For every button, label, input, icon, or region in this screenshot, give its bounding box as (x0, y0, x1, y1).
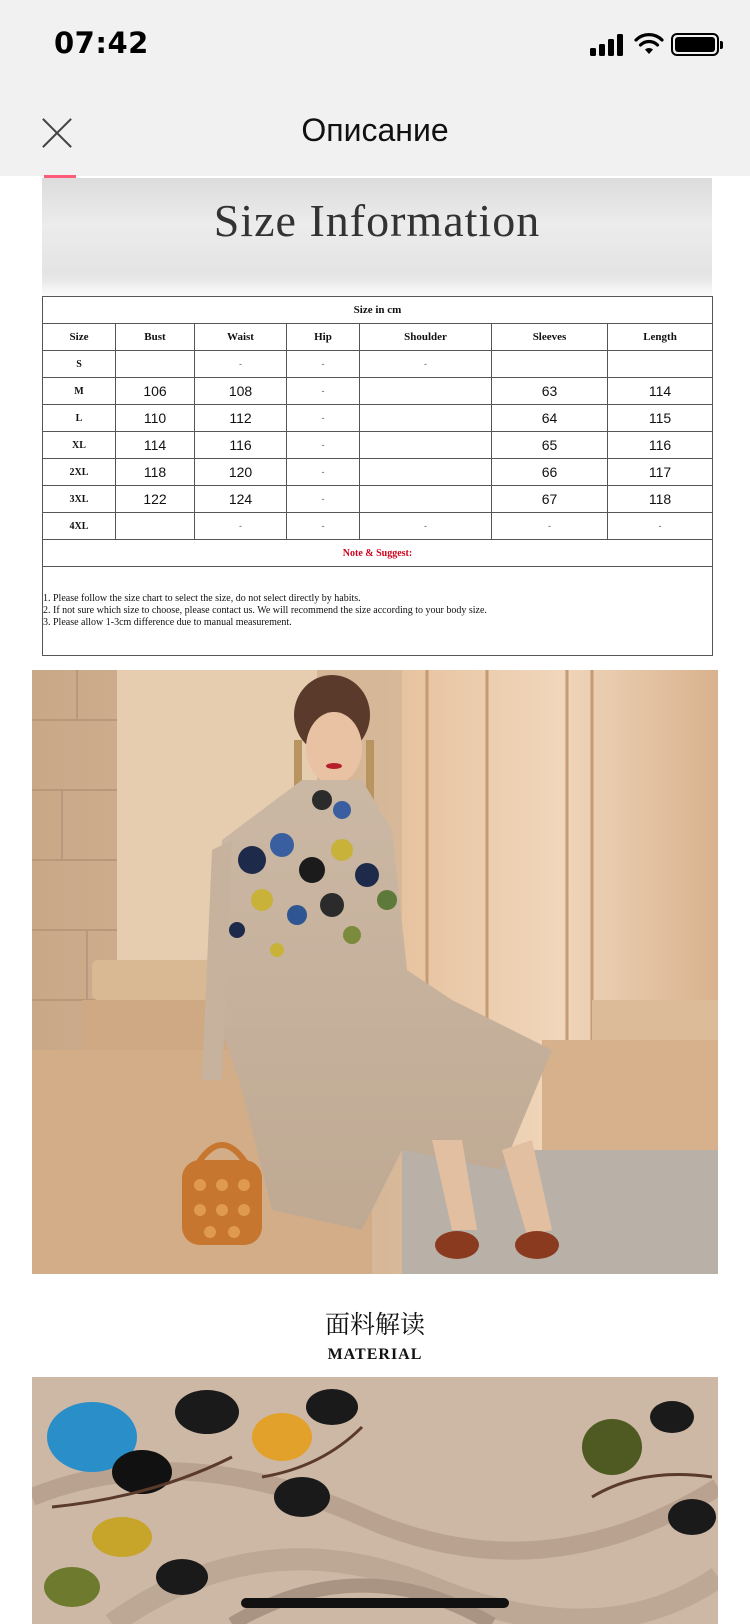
table-cell: - (287, 432, 360, 459)
table-cell: 118 (116, 459, 195, 486)
size-label-cell: XL (43, 432, 116, 459)
table-cell (360, 459, 492, 486)
column-header: Length (608, 324, 713, 351)
table-cell: - (287, 378, 360, 405)
table-cell: 65 (492, 432, 608, 459)
size-table-caption: Size in cm (43, 297, 713, 324)
table-cell: - (287, 351, 360, 378)
table-cell (492, 351, 608, 378)
table-cell (608, 351, 713, 378)
page-title: Описание (301, 112, 449, 148)
note-line: 3. Please allow 1-3cm difference due to manual measurement. (43, 617, 292, 628)
table-row (43, 405, 713, 432)
table-cell: - (287, 459, 360, 486)
table-cell: 106 (116, 378, 195, 405)
fabric-closeup-illustration (32, 1377, 718, 1624)
table-cell: 114 (608, 378, 713, 405)
table-cell: 67 (492, 486, 608, 513)
table-cell: 112 (195, 405, 287, 432)
table-cell: - (492, 513, 608, 540)
column-header: Hip (287, 324, 360, 351)
product-photo-illustration (32, 670, 718, 1274)
column-header: Shoulder (360, 324, 492, 351)
size-label-cell: M (43, 378, 116, 405)
column-header: Sleeves (492, 324, 608, 351)
size-label-cell: 4XL (43, 513, 116, 540)
table-cell (116, 513, 195, 540)
table-cell: 64 (492, 405, 608, 432)
table-row (43, 486, 713, 513)
nav-bar (0, 90, 750, 176)
table-cell: 122 (116, 486, 195, 513)
size-label-cell: L (43, 405, 116, 432)
note-line: 1. Please follow the size chart to select the size, do not select directly by habits. (43, 593, 361, 604)
size-table (42, 296, 713, 656)
table-cell: 116 (195, 432, 287, 459)
size-info-banner (42, 178, 712, 296)
column-header: Size (43, 324, 116, 351)
table-row (43, 351, 713, 378)
product-photo[interactable] (32, 670, 718, 1274)
table-row (43, 459, 713, 486)
note-line: 2. If not sure which size to choose, please contact us. We will recommend the size according to your body size. (43, 605, 487, 616)
table-cell: - (608, 513, 713, 540)
size-info-title: Size Information (213, 195, 541, 246)
size-label-cell: 2XL (43, 459, 116, 486)
column-header: Bust (116, 324, 195, 351)
size-label-cell: 3XL (43, 486, 116, 513)
notes-row (43, 567, 713, 656)
size-table-caption-row (43, 297, 713, 324)
table-cell: 110 (116, 405, 195, 432)
table-cell: 108 (195, 378, 287, 405)
note-title: Note & Suggest: (43, 540, 713, 567)
status-bar (0, 0, 750, 90)
table-cell (360, 432, 492, 459)
table-cell: - (360, 513, 492, 540)
table-cell: - (195, 513, 287, 540)
battery-icon (671, 33, 719, 56)
size-table-body (43, 351, 713, 540)
table-cell: 117 (608, 459, 713, 486)
status-time: 07:42 (54, 26, 149, 60)
size-label-cell: S (43, 351, 116, 378)
note-row (43, 540, 713, 567)
table-cell: - (360, 351, 492, 378)
table-cell: - (195, 351, 287, 378)
column-header: Waist (195, 324, 287, 351)
table-row (43, 513, 713, 540)
table-cell (116, 351, 195, 378)
home-indicator[interactable] (241, 1598, 509, 1608)
table-cell: 116 (608, 432, 713, 459)
material-title-cn: 面料解读 (324, 1310, 425, 1339)
fabric-closeup-photo[interactable] (32, 1377, 718, 1624)
table-cell: 118 (608, 486, 713, 513)
table-cell (360, 405, 492, 432)
size-table-header-row (43, 324, 713, 351)
table-cell (360, 378, 492, 405)
table-cell: - (287, 486, 360, 513)
table-row (43, 378, 713, 405)
table-cell: 115 (608, 405, 713, 432)
table-cell: 63 (492, 378, 608, 405)
notes-cell (43, 567, 713, 656)
table-cell (360, 486, 492, 513)
table-cell: 66 (492, 459, 608, 486)
table-cell: 114 (116, 432, 195, 459)
table-cell: - (287, 513, 360, 540)
material-title-en: MATERIAL (327, 1346, 423, 1363)
table-cell: 124 (195, 486, 287, 513)
table-row (43, 432, 713, 459)
wifi-icon (634, 32, 664, 56)
cellular-signal-icon (590, 34, 626, 56)
table-cell: - (287, 405, 360, 432)
table-cell: 120 (195, 459, 287, 486)
